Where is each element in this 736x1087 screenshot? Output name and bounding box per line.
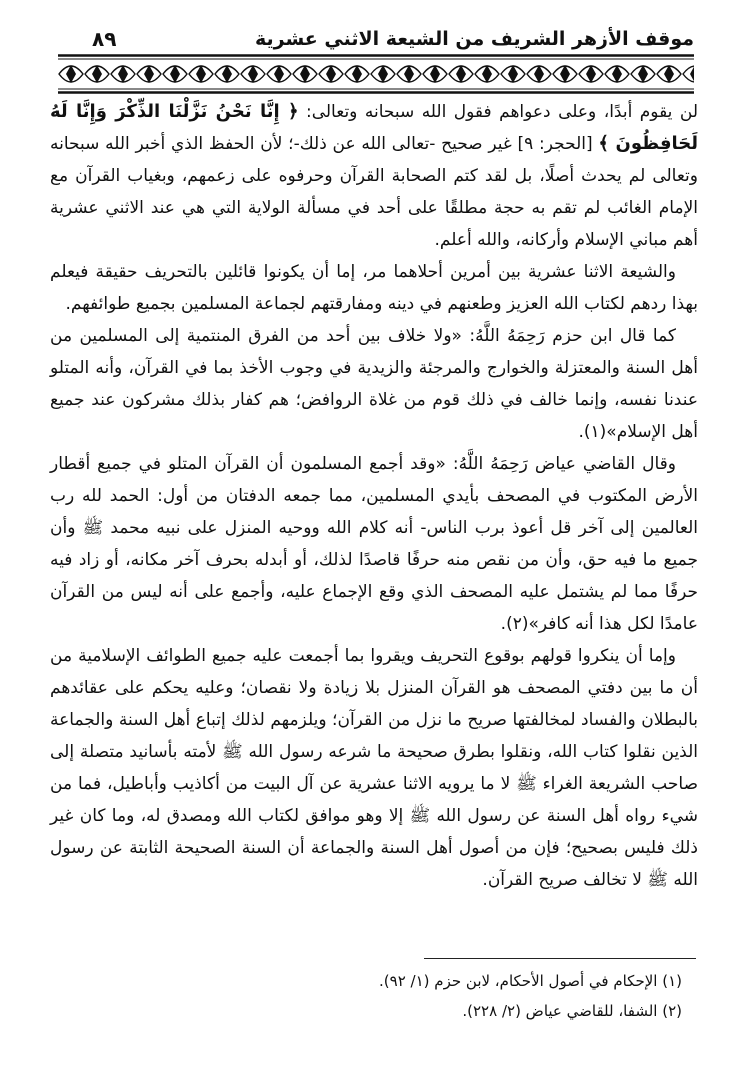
paragraph-1-text: لن يقوم أبدًا، وعلى دعواهم فقول الله سبحانه وتعالى: [298,102,698,122]
quran-verse: ﴿ إِنَّا نَحْنُ نَزَّلْنَا الذِّكْرَ وَإِنَّا لَهُ لَحَافِظُونَ ﴾ [50,101,698,154]
footnote-separator [424,958,696,959]
footnotes [50,966,686,1026]
page-header [58,26,694,52]
footnote-1: (١) الإحكام في أصول الأحكام، لابن حزم (١/ ٩٢). [379,972,682,990]
ornamental-border-icon [58,54,694,94]
paragraph-3: كما قال ابن حزم رَحِمَهُ اللَّهُ: «ولا خلاف بين أحد من الفرق المنتمية إلى المسلمين من أهل السنة والمعتزلة والخوارج والمرجئة والزيدية في وجوب الأخذ بما في القرآن، وأنه المتلو عندنا نفسه، وإنما خالف في ذلك قوم من غلاة الروافض؛ هم كفار بذلك مشركون عند جميع أهل الإسلام»(١). [50,326,698,442]
body-text [50,96,698,896]
footnote-2: (٢) الشفا، للقاضي عياض (٢/ ٢٢٨). [462,1002,682,1020]
paragraph-2: والشيعة الاثنا عشرية بين أمرين أحلاهما مر، إما أن يكونوا قائلين بالتحريف حقيقة فيعلم بهذا ردهم لكتاب الله العزيز وطعنهم في دينه ومفارقتهم لجماعة المسلمين بجميع طوائفهم. [50,262,698,314]
page-number: ٨٩ [92,27,117,51]
paragraph-4: وقال القاضي عياض رَحِمَهُ اللَّهُ: «وقد أجمع المسلمون أن القرآن المتلو في جميع أقطار الأرض المكتوب في المصحف بأيدي المسلمين، مما جمعه الدفتان من أول: الحمد لله رب العالمين إلى آخر قل أعوذ برب الناس- أنه كلام الله ووحيه المنزل على نبيه محمد ﷺ وأن جميع ما فيه حق، وأن من نقص منه حرفًا قاصدًا لذلك، أو أبدله بحرف آخر مكانه، أو زاد فيه حرفًا مما لم يشتمل عليه المصحف الذي وقع الإجماع عليه، وأجمع على أنه ليس من القرآن عامدًا لكل هذا أنه كافر»(٢). [50,454,698,634]
paragraph-1-rest: [الحجر: ٩] غير صحيح -تعالى الله عن ذلك-؛ لأن الحفظ الذي أخبر الله سبحانه وتعالى لم يحدث أصلًا، بل لقد كتم الصحابة القرآن وحرفوه على زعمهم، وبغياب القرآن مع الإمام الغائب لم تقم به حجة مطلقًا على أحد في مسألة الولاية التي هي عند الاثني عشرية أهم مباني الإسلام وأركانه، والله أعلم. [50,134,698,250]
paragraph-1 [50,96,698,256]
running-title: موقف الأزهر الشريف من الشيعة الاثني عشرية [255,28,694,50]
paragraph-5: وإما أن ينكروا قولهم بوقوع التحريف ويقروا بما أجمعت عليه جميع الطوائف الإسلامية من أن ما بين دفتي المصحف هو القرآن المنزل بلا زيادة ولا نقصان؛ وعليه يحكم على عقائدهم بالبطلان والفساد لمخالفتها صريح ما نزل من القرآن؛ ويلزمهم لذلك إتباع أهل السنة والجماعة الذين نقلوا كتاب الله، ونقلوا بطرق صحيحة ما شرعه رسول الله ﷺ لأمته بأسانيد متصلة إلى صاحب الشريعة الغراء ﷺ لا ما يرويه الاثنا عشرية عن آل البيت من أكاذيب وأباطيل، فما من شيء رواه أهل السنة عن رسول الله ﷺ إلا وهو موافق لكتاب الله ومصدق له، وما كان غير ذلك فليس بصحيح؛ فإن من أصول أهل السنة والجماعة أن السنة الصحيحة الثابتة عن رسول الله ﷺ لا تخالف صريح القرآن. [50,646,698,890]
